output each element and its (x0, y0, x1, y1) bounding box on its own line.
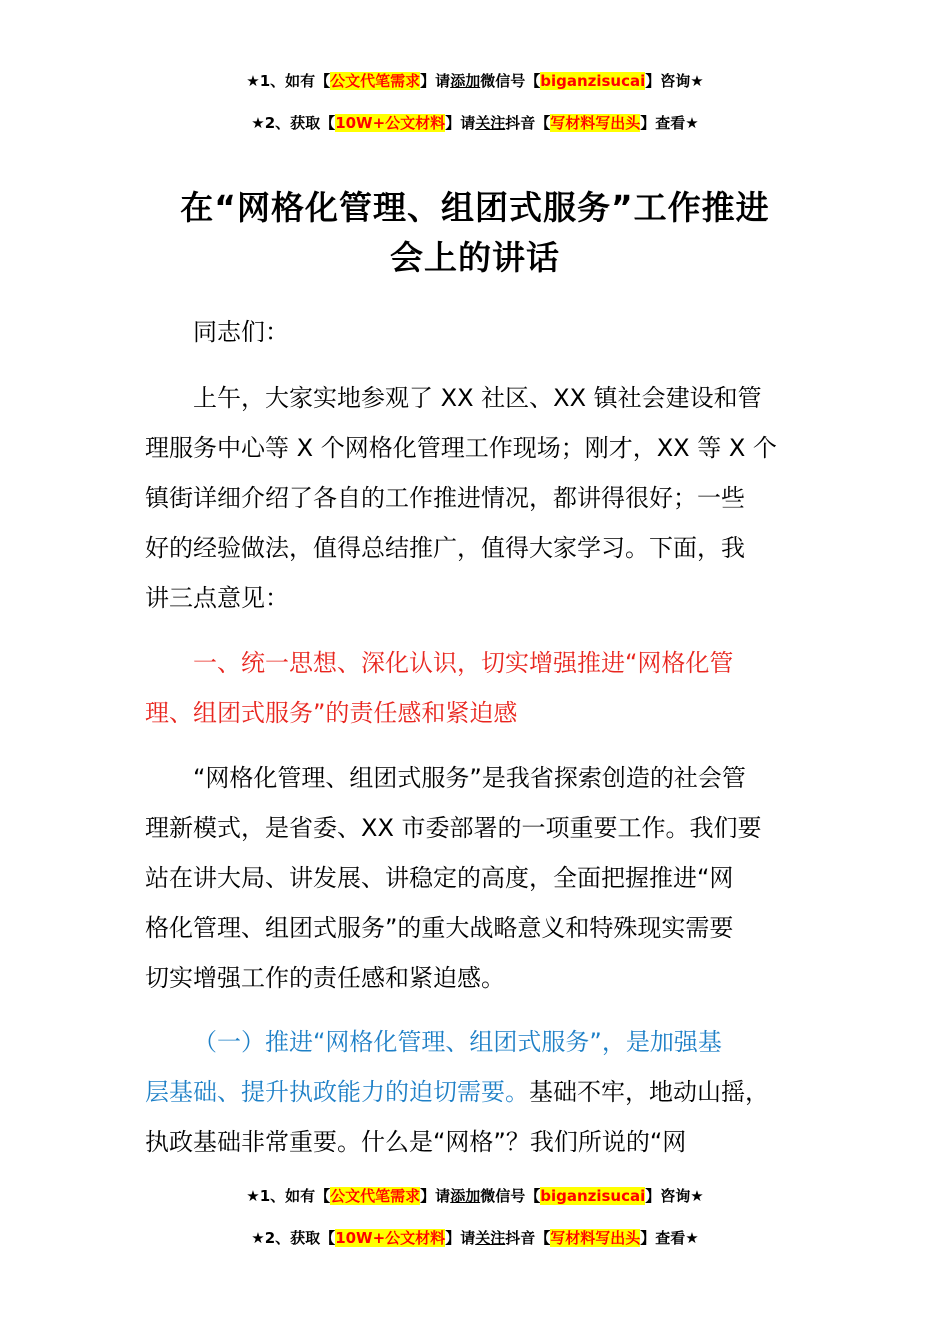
p1-line-4: 好的经验做法，值得总结推广，值得大家学习。下面，我 (145, 534, 745, 562)
p3-subheading-tail: 层基础、提升执政能力的迫切需要。 (145, 1078, 529, 1106)
banner2-mid2: 抖音【 (505, 114, 551, 132)
banner2-highlight-materials: 10W+公文材料 (335, 114, 446, 132)
banner1-highlight-service: 公文代笔需求 (330, 72, 421, 90)
salutation: 同志们： (193, 318, 289, 346)
p2-line-1: “网格化管理、组团式服务”是我省探索创造的社会管 (193, 764, 746, 792)
footer1-mid2: 微信号【 (480, 1187, 541, 1205)
p3-line-2-text: 基础不牢，地动山摇， (529, 1078, 769, 1106)
banner-line-1 (0, 71, 950, 91)
banner1-prefix: ★1、如有【 (246, 72, 331, 90)
footer1-prefix: ★1、如有【 (246, 1187, 331, 1205)
footer2-highlight-douyin: 写材料写出头 (550, 1229, 641, 1247)
section-heading-1 (145, 638, 810, 738)
footer2-underline: 关注 (475, 1229, 506, 1247)
banner1-underline: 添加 (450, 72, 481, 90)
banner2-highlight-douyin: 写材料写出头 (550, 114, 641, 132)
footer1-highlight-service: 公文代笔需求 (330, 1187, 421, 1205)
footer2-suffix: 】查看★ (640, 1229, 699, 1247)
banner2-prefix: ★2、获取【 (251, 114, 336, 132)
footer1-highlight-wechat: biganzisucai (540, 1187, 646, 1205)
p3-line-2 (145, 1067, 810, 1117)
p3-line-1: （一）推进“网格化管理、组团式服务”，是加强基 (193, 1028, 722, 1056)
p2-line-2: 理新模式，是省委、XX 市委部署的一项重要工作。我们要 (145, 814, 762, 842)
p2-line-5: 切实增强工作的责任感和紧迫感。 (145, 964, 505, 992)
footer2-highlight-materials: 10W+公文材料 (335, 1229, 446, 1247)
paragraph-2 (145, 753, 810, 1003)
footer2-mid1: 】请 (445, 1229, 476, 1247)
banner1-suffix: 】咨询★ (645, 72, 704, 90)
banner1-highlight-wechat: biganzisucai (540, 72, 646, 90)
footer1-suffix: 】咨询★ (645, 1187, 704, 1205)
p2-line-3: 站在讲大局、讲发展、讲稳定的高度，全面把握推进“网 (145, 864, 734, 892)
banner2-suffix: 】查看★ (640, 114, 699, 132)
footer2-mid2: 抖音【 (505, 1229, 551, 1247)
footer-banner-line-2 (0, 1228, 950, 1248)
p1-line-1: 上午，大家实地参观了 XX 社区、XX 镇社会建设和管 (193, 384, 762, 412)
document-title-line-1: 在“网格化管理、组团式服务”工作推进 (180, 188, 770, 227)
banner2-underline: 关注 (475, 114, 506, 132)
document-title-line-2: 会上的讲话 (390, 238, 560, 277)
paragraph-intro (145, 373, 810, 623)
footer2-prefix: ★2、获取【 (251, 1229, 336, 1247)
footer1-underline: 添加 (450, 1187, 481, 1205)
footer1-mid1: 】请 (420, 1187, 451, 1205)
p3-line-3: 执政基础非常重要。什么是“网格”？我们所说的“网 (145, 1128, 687, 1156)
p1-line-2: 理服务中心等 X 个网格化管理工作现场；刚才，XX 等 X 个 (145, 434, 777, 462)
p1-line-5: 讲三点意见： (145, 584, 289, 612)
footer-banner-line-1 (0, 1186, 950, 1206)
paragraph-3 (145, 1017, 810, 1167)
banner-line-2 (0, 113, 950, 133)
p2-line-4: 格化管理、组团式服务”的重大战略意义和特殊现实需要 (145, 914, 734, 942)
h1-line-1: 一、统一思想、深化认识，切实增强推进“网格化管 (193, 649, 734, 677)
banner2-mid1: 】请 (445, 114, 476, 132)
banner1-mid2: 微信号【 (480, 72, 541, 90)
h1-line-2: 理、组团式服务”的责任感和紧迫感 (145, 699, 518, 727)
banner1-mid1: 】请 (420, 72, 451, 90)
p1-line-3: 镇街详细介绍了各自的工作推进情况，都讲得很好；一些 (145, 484, 745, 512)
